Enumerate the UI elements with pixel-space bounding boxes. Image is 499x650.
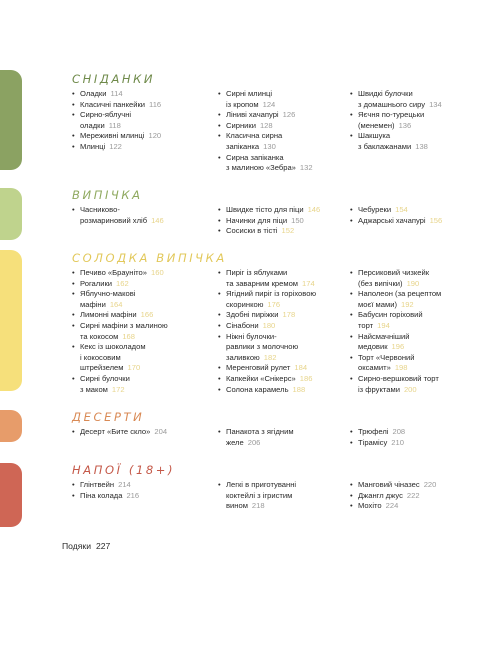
entry-title: Сирно-яблучні (80, 110, 132, 120)
entry-title: Кекс із шоколадом (80, 342, 146, 352)
entry-page-number: 194 (377, 320, 390, 330)
drinks-color-tab (0, 463, 22, 527)
toc-entry[interactable] (350, 110, 492, 120)
toc-entry-continuation (72, 332, 207, 342)
breakfast-color-tab (0, 70, 22, 170)
toc-column (218, 268, 344, 395)
toc-entry[interactable] (350, 216, 492, 226)
entry-page-number: 126 (282, 110, 296, 120)
entry-page-number: 160 (151, 268, 164, 277)
toc-entry[interactable] (350, 374, 492, 384)
toc-entry-continuation (350, 321, 492, 331)
entry-page-number: 164 (109, 299, 123, 309)
acknowledgements-label: Подяки (62, 541, 91, 551)
toc-entry[interactable] (218, 131, 344, 141)
section-columns (72, 89, 492, 174)
toc-entry[interactable] (218, 427, 344, 437)
toc-entry[interactable] (72, 310, 207, 320)
entry-page-number: 146 (151, 215, 164, 225)
entry-title: Легкі в приготуванні (226, 480, 297, 489)
toc-entry[interactable] (218, 89, 344, 99)
toc-entry[interactable] (72, 342, 207, 352)
entry-title: Панакота з ягідним (226, 427, 294, 436)
toc-entry[interactable] (218, 153, 344, 163)
toc-entry[interactable] (218, 310, 344, 320)
toc-column (350, 89, 492, 153)
toc-entry-continuation (218, 438, 344, 448)
section-columns (72, 427, 492, 448)
entry-title: Тірамісу (358, 437, 388, 447)
entry-title: запіканка (226, 141, 260, 151)
entry-page-number: 218 (251, 501, 265, 511)
entry-page-number: 224 (385, 501, 399, 511)
entry-title: Яєчня по-турецьки (358, 110, 425, 120)
entry-title: штрейзелем (80, 363, 124, 373)
entry-title: Шакшука (358, 131, 391, 141)
toc-entry[interactable] (218, 226, 344, 236)
toc-entry-continuation (350, 121, 492, 131)
entry-title: Сирні млинці (226, 89, 273, 98)
toc-entry-continuation (350, 142, 492, 152)
toc-entry[interactable] (350, 501, 492, 511)
entry-page-number: 184 (294, 363, 308, 373)
toc-entry[interactable] (72, 289, 207, 299)
entry-page-number: 188 (292, 384, 306, 394)
toc-entry[interactable] (218, 205, 344, 215)
entry-title: Солона карамель (226, 384, 289, 394)
entry-title: Найсмачніший (358, 331, 410, 341)
toc-entry-continuation (350, 342, 492, 352)
entry-title: Здобні пиріжки (226, 310, 279, 320)
toc-entry-continuation (218, 342, 344, 352)
toc-entry[interactable] (350, 289, 492, 299)
section-drinks (72, 463, 492, 512)
sweet-baking-color-tab (0, 250, 22, 391)
entry-title: Чебуреки (358, 205, 392, 214)
toc-entry[interactable] (350, 310, 492, 320)
toc-entry[interactable] (350, 89, 492, 99)
section-title: ДЕСЕРТИ (72, 410, 145, 424)
entry-title: Манговий чіназес (358, 480, 420, 489)
entry-title: та кокосом (80, 331, 119, 341)
toc-column (350, 427, 492, 448)
entry-title: вином (226, 501, 248, 511)
baking-color-tab (0, 188, 22, 240)
toc-entry[interactable] (218, 289, 344, 299)
acknowledgements-page: 227 (96, 541, 111, 551)
entry-page-number: 182 (263, 352, 277, 362)
toc-entry-continuation (218, 100, 344, 110)
entry-title: Піна колада (80, 490, 123, 500)
toc-entry-continuation (218, 501, 344, 511)
toc-entry-continuation (218, 142, 344, 152)
toc-entry-continuation (218, 279, 344, 289)
entry-title: мафіни (80, 299, 106, 309)
entry-title: (менемен) (358, 120, 395, 130)
section-columns (72, 268, 492, 395)
toc-entry[interactable] (218, 480, 344, 490)
entry-page-number: 208 (392, 427, 406, 436)
toc-column (350, 480, 492, 512)
entry-page-number: 200 (403, 384, 417, 394)
entry-title: Начинки для піци (226, 215, 288, 225)
toc-entry-continuation (350, 100, 492, 110)
toc-entry[interactable] (350, 438, 492, 448)
entry-title: желе (226, 437, 244, 447)
toc-column (72, 268, 207, 395)
toc-entry[interactable] (72, 89, 207, 99)
entry-page-number: 192 (400, 299, 414, 309)
entry-title: Сирна запіканка (226, 152, 284, 162)
entry-page-number: 216 (126, 490, 140, 500)
entry-title: Швидкі булочки (358, 89, 413, 98)
entry-page-number: 198 (394, 363, 408, 373)
entry-title: Меренговий рулет (226, 363, 291, 373)
entry-page-number: 154 (395, 205, 408, 214)
toc-entry[interactable] (218, 332, 344, 342)
toc-column (72, 205, 207, 226)
toc-entry[interactable] (72, 131, 207, 141)
toc-entry[interactable] (350, 332, 492, 342)
entry-title: Капкейки «Снікерс» (226, 373, 296, 383)
entry-title: Наполеон (за рецептом (358, 289, 442, 299)
entry-page-number: 134 (429, 99, 442, 109)
section-desserts (72, 410, 492, 448)
entry-page-number: 150 (291, 215, 304, 225)
toc-entry[interactable] (72, 268, 207, 278)
entry-title: з баклажанами (358, 141, 412, 151)
toc-entry-continuation (218, 300, 344, 310)
entry-page-number: 152 (281, 226, 295, 236)
entry-title: Ніжні булочки- (226, 331, 277, 341)
entry-title: торт (358, 320, 374, 330)
toc-entry[interactable] (72, 491, 207, 501)
toc-column (218, 89, 344, 174)
toc-entry-continuation (350, 363, 492, 373)
entry-page-number: 166 (140, 310, 154, 320)
entry-title: Сінабони (226, 320, 259, 330)
entry-title: Швидке тісто для піци (226, 205, 304, 214)
entry-page-number: 128 (259, 120, 273, 130)
toc-entry[interactable] (72, 427, 207, 437)
entry-page-number: 178 (282, 310, 296, 320)
entry-title: із фруктами (358, 384, 400, 394)
toc-entry[interactable] (218, 363, 344, 373)
toc-entry-continuation (72, 363, 207, 373)
entry-page-number: 168 (122, 331, 135, 341)
entry-page-number: 214 (118, 480, 131, 489)
toc-entry[interactable] (218, 121, 344, 131)
entry-title: Торт «Червоний (358, 352, 415, 362)
section-columns (72, 205, 492, 237)
entry-title: Трюфелі (358, 427, 389, 436)
entry-page-number: 220 (423, 480, 437, 489)
entry-title: розмариновий хліб (80, 215, 148, 225)
section-baking (72, 188, 492, 237)
entry-title: Сирники (226, 120, 256, 130)
toc-column (72, 427, 207, 438)
entry-page-number: 206 (247, 437, 261, 447)
entry-title: оладки (80, 120, 105, 130)
toc-entry-continuation (72, 385, 207, 395)
entry-page-number: 118 (108, 120, 121, 130)
entry-title: Оладки (80, 89, 107, 98)
entry-page-number: 196 (391, 342, 405, 352)
entry-page-number: 186 (299, 373, 313, 383)
toc-entry[interactable] (72, 321, 207, 331)
toc-entry-continuation (72, 121, 207, 131)
entry-title: Аджарські хачапурі (358, 215, 426, 225)
toc-entry[interactable] (218, 268, 344, 278)
entry-title: Рогалики (80, 278, 113, 288)
toc-entry-continuation (218, 163, 344, 173)
toc-entry[interactable] (72, 142, 207, 152)
toc-column (72, 89, 207, 153)
toc-column (218, 205, 344, 237)
entry-page-number: 114 (110, 89, 123, 98)
section-title: ВИПІЧКА (72, 188, 143, 202)
entry-title: Сосиски в тісті (226, 226, 278, 236)
toc-entry[interactable] (218, 110, 344, 120)
entry-page-number: 204 (154, 427, 168, 436)
section-sweet-baking (72, 251, 492, 395)
toc-entry[interactable] (72, 279, 207, 289)
toc-entry[interactable] (72, 110, 207, 120)
entry-title: із кропом (226, 99, 259, 109)
entry-title: Пиріг із яблуками (226, 268, 288, 277)
toc-column (350, 268, 492, 395)
entry-title: оксамит» (358, 363, 391, 373)
section-title: НАПОЇ (18+) (72, 463, 176, 477)
entry-title: Бабусин горіховий (358, 310, 423, 320)
toc-entry[interactable] (218, 321, 344, 331)
entry-title: Джангл джус (358, 490, 403, 500)
entry-title: Ягідний пиріг із горіховою (226, 289, 317, 299)
entry-title: моєї мами) (358, 299, 397, 309)
entry-title: (без випічки) (358, 278, 403, 288)
entry-page-number: 180 (262, 320, 276, 330)
entry-page-number: 138 (415, 141, 428, 151)
entry-title: Сирно-вершковий торт (358, 373, 439, 383)
entry-page-number: 116 (149, 99, 162, 109)
toc-entry[interactable] (72, 480, 207, 490)
section-title: СОЛОДКА ВИПІЧКА (72, 251, 227, 265)
entry-title: Класична сирна (226, 131, 283, 141)
toc-entry-continuation (350, 300, 492, 310)
entry-title: равлики з молочною (226, 342, 299, 352)
toc-column (218, 480, 344, 512)
toc-entry[interactable] (72, 374, 207, 384)
entry-page-number: 162 (116, 278, 129, 288)
toc-entry-continuation (72, 216, 207, 226)
entry-page-number: 124 (262, 99, 276, 109)
entry-page-number: 170 (127, 363, 141, 373)
entry-title: Класичні панкейки (80, 99, 146, 109)
toc-entry[interactable] (72, 205, 207, 215)
entry-title: Ліниві хачапурі (226, 110, 279, 120)
entry-title: Мохіто (358, 501, 382, 511)
entry-title: Мереживні млинці (80, 131, 145, 141)
toc-entry-continuation (72, 300, 207, 310)
toc-entry-continuation (350, 279, 492, 289)
section-title: СНІДАНКИ (72, 72, 156, 86)
entry-title: з малиною «Зебра» (226, 163, 296, 173)
toc-entry[interactable] (350, 491, 492, 501)
entry-title: Печиво «Брауніто» (80, 268, 147, 277)
toc-entry[interactable] (350, 131, 492, 141)
entry-title: Лимонні мафіни (80, 310, 137, 320)
entry-title: Яблучно-макові (80, 289, 136, 299)
toc-entry-continuation (350, 385, 492, 395)
entry-page-number: 176 (267, 299, 281, 309)
section-breakfast (72, 72, 492, 174)
toc-entry[interactable] (218, 216, 344, 226)
entry-page-number: 132 (299, 163, 313, 173)
entry-page-number: 190 (406, 278, 420, 288)
toc-entry[interactable] (350, 480, 492, 490)
toc-entry-continuation (218, 491, 344, 501)
entry-title: Часниково- (80, 205, 120, 214)
entry-title: коктейлі з ігристим (226, 490, 293, 500)
toc-column (218, 427, 344, 448)
entry-page-number: 146 (307, 205, 321, 214)
toc-entry[interactable] (218, 374, 344, 384)
entry-title: Персиковий чизкейк (358, 268, 430, 277)
toc-entry[interactable] (72, 100, 207, 110)
entry-page-number: 136 (398, 120, 412, 130)
entry-page-number: 122 (109, 141, 122, 151)
entry-title: з домашнього сиру (358, 99, 426, 109)
entry-title: заливкою (226, 352, 260, 362)
toc-entry[interactable] (350, 268, 492, 278)
toc-entry[interactable] (218, 385, 344, 395)
entry-title: Глінтвейн (80, 480, 115, 489)
toc-entry[interactable] (350, 427, 492, 437)
entry-page-number: 120 (148, 131, 162, 141)
entry-title: Сирні булочки (80, 373, 130, 383)
acknowledgements-entry[interactable] (62, 541, 110, 551)
entry-page-number: 156 (429, 215, 443, 225)
desserts-color-tab (0, 410, 22, 442)
entry-title: скоринкою (226, 299, 264, 309)
entry-title: Сирні мафіни з малиною (80, 320, 168, 330)
entry-title: з маком (80, 384, 108, 394)
section-columns (72, 480, 492, 512)
entry-title: та заварним кремом (226, 278, 299, 288)
entry-title: медовик (358, 342, 388, 352)
toc-entry[interactable] (350, 353, 492, 363)
entry-title: і кокосовим (80, 352, 121, 362)
entry-page-number: 222 (406, 490, 420, 500)
toc-column (72, 480, 207, 501)
toc-entry-continuation (218, 353, 344, 363)
toc-entry[interactable] (350, 205, 492, 215)
entry-page-number: 172 (111, 384, 125, 394)
toc-entry-continuation (72, 353, 207, 363)
entry-title: Десерт «Бите скло» (80, 427, 151, 436)
entry-page-number: 210 (391, 437, 404, 447)
entry-page-number: 130 (263, 141, 276, 151)
toc-column (350, 205, 492, 226)
entry-page-number: 174 (302, 278, 315, 288)
entry-title: Млинці (80, 141, 106, 151)
